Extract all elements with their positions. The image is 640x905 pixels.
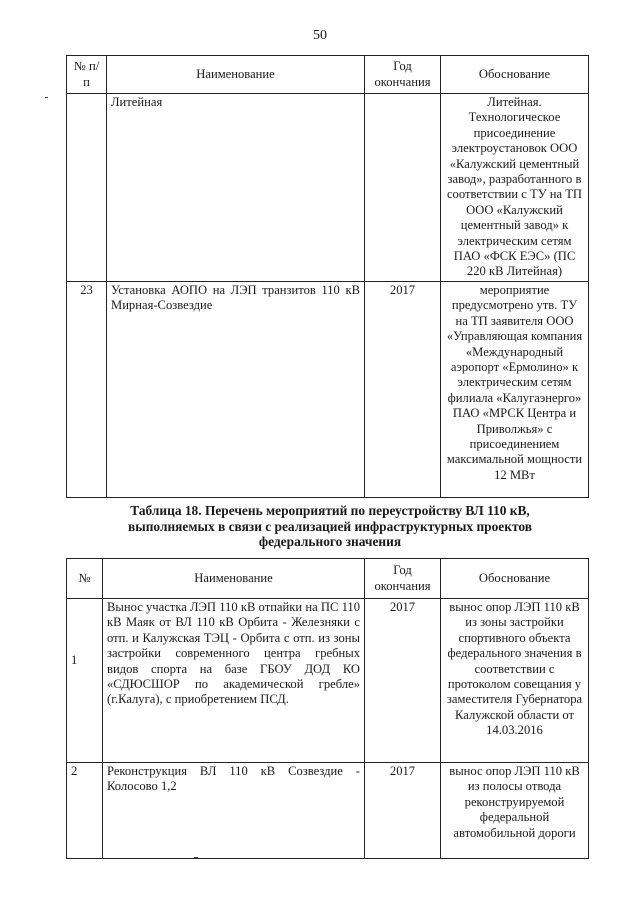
table-1	[66, 55, 589, 498]
header-name: Наименование	[103, 559, 365, 599]
cell-name: Литейная	[107, 94, 365, 282]
cell-basis: Литейная. Технологическое присоединение электроустановок ООО «Калужский цементный завод», разработанного в соответствии с ТУ на ТП ООО «Калужский цементный завод» к электрическим сетям ПАО «ФСК ЕЭС» (ПС 220 кВ Литейная)	[441, 94, 589, 282]
cell-year	[365, 94, 441, 282]
table-2	[66, 558, 589, 859]
cell-basis: вынос опор ЛЭП 110 кВ из зоны застройки спортивного объекта федерального значения в соответствии с протоколом совещания у заместителя Губернатора Калужской области от 14.03.2016	[441, 599, 589, 763]
header-num: № п/п	[67, 56, 107, 94]
table-row	[67, 599, 589, 763]
scan-speck	[45, 97, 48, 98]
cell-num: 23	[67, 281, 107, 497]
table-caption: Таблица 18. Перечень мероприятий по переустройству ВЛ 110 кВ, выполняемых в связи с реализацией инфраструктурных проектов федерального значения	[128, 503, 532, 549]
page-number: 50	[313, 28, 327, 43]
cell-basis: мероприятие предусмотрено утв. ТУ на ТП заявителя ООО «Управляющая компания «Международный аэропорт «Ермолино» к электрическим сетям филиала «Калугаэнерго» ПАО «МРСК Центра и Приволжья» с присоединением максимальной мощности 12 МВт	[441, 281, 589, 497]
cell-name: Реконструкция ВЛ 110 кВ Созвездие - Колосово 1,2	[103, 763, 365, 859]
header-name: Наименование	[107, 56, 365, 94]
cell-num: 2	[67, 763, 103, 859]
cell-name: Вынос участка ЛЭП 110 кВ отпайки на ПС 110 кВ Маяк от ВЛ 110 кВ Орбита - Железняки с отп. и Калужская ТЭЦ - Орбита с отп. из зоны застройки современного центра гребных видов спорта на базе ГБОУ ДОД КО «СДЮСШОР по академической гребле» (г.Калуга), с приобретением ПСД.	[103, 599, 365, 763]
cell-basis: вынос опор ЛЭП 110 кВ из полосы отвода реконструируемой федеральной автомобильной дороги	[441, 763, 589, 859]
cell-year: 2017	[365, 763, 441, 859]
cell-num	[67, 94, 107, 282]
table-row	[67, 763, 589, 859]
header-num: №	[67, 559, 103, 599]
header-basis: Обоснование	[441, 56, 589, 94]
header-year: Год окончания	[365, 56, 441, 94]
table-row	[67, 94, 589, 282]
cell-name: Установка АОПО на ЛЭП транзитов 110 кВ Мирная-Созвездие	[107, 281, 365, 497]
header-basis: Обоснование	[441, 559, 589, 599]
cell-year: 2017	[365, 599, 441, 763]
cell-year: 2017	[365, 281, 441, 497]
cell-num: 1	[67, 599, 103, 763]
header-year: Год окончания	[365, 559, 441, 599]
table-row	[67, 281, 589, 497]
scan-speck	[194, 857, 198, 858]
